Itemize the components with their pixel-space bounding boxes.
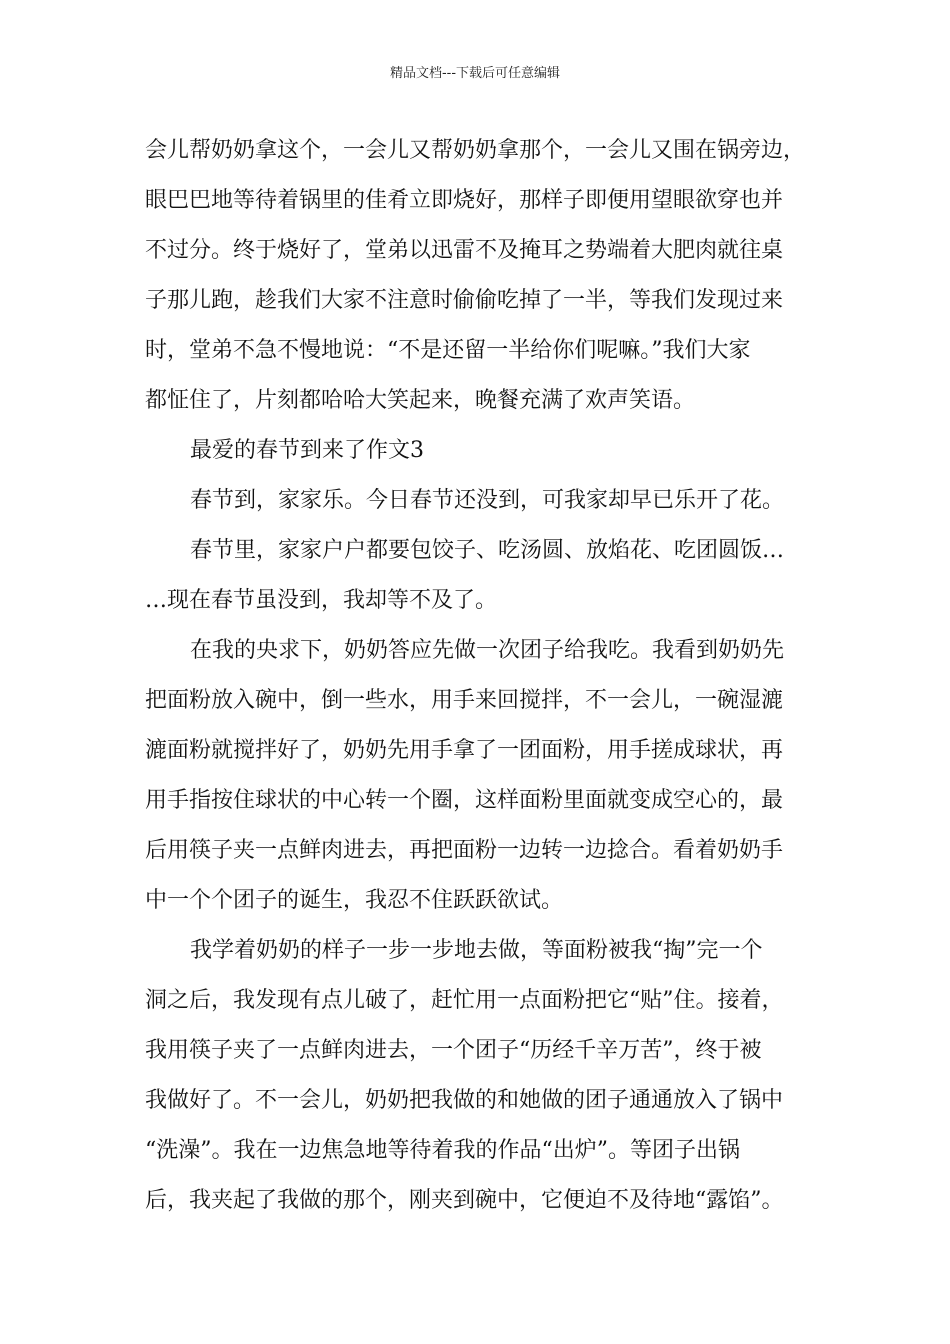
text-line: 眼巴巴地等待着锅里的佳肴立即烧好，那样子即便用望眼欲穿也并 (145, 188, 784, 213)
text-line: 把面粉放入碗中，倒一些水，用手来回搅拌，不一会儿，一碗湿漉 (145, 688, 784, 713)
text-line: 都怔住了，片刻都哈哈大笑起来，晚餐充满了欢声笑语。 (145, 388, 696, 413)
document-body (145, 126, 835, 1226)
text-line: 洞之后，我发现有点儿破了，赶忙用一点面粉把它“贴”住。接着， (145, 988, 784, 1013)
text-line: 中一个个团子的诞生，我忍不住跃跃欲试。 (145, 888, 564, 913)
text-line: 时，堂弟不急不慢地说：“不是还留一半给你们呢嘛。”我们大家 (145, 338, 751, 363)
text-line: “洗澡”。我在一边焦急地等待着我的作品“出炉”。等团子出锅 (145, 1138, 740, 1163)
text-line: 用手指按住球状的中心转一个圈，这样面粉里面就变成空心的，最 (145, 788, 784, 813)
page-header: 精品文档---下载后可任意编辑 (389, 66, 561, 81)
text-line: 不过分。终于烧好了，堂弟以迅雷不及掩耳之势端着大肥肉就往桌 (145, 238, 784, 263)
text-line: 春节里，家家户户都要包饺子、吃汤圆、放焰花、吃团圆饭… (190, 538, 785, 563)
text-line: 我做好了。不一会儿，奶奶把我做的和她做的团子通通放入了锅中 (145, 1088, 784, 1113)
text-line: 我用筷子夹了一点鲜肉进去，一个团子“历经千辛万苦”，终于被 (145, 1038, 762, 1063)
text-line: 在我的央求下，奶奶答应先做一次团子给我吃。我看到奶奶先 (190, 638, 785, 663)
text-line: …现在春节虽没到，我却等不及了。 (145, 588, 498, 613)
section-heading: 最爱的春节到来了作文3 (190, 438, 424, 463)
text-line: 后用筷子夹一点鲜肉进去，再把面粉一边转一边捻合。看着奶奶手 (145, 838, 784, 863)
text-line: 漉面粉就搅拌好了，奶奶先用手拿了一团面粉，用手搓成球状，再 (145, 738, 784, 763)
text-line: 我学着奶奶的样子一步一步地去做，等面粉被我“掏”完一个 (190, 938, 763, 963)
text-line: 春节到，家家乐。今日春节还没到，可我家却早已乐开了花。 (190, 488, 785, 513)
text-line: 子那儿跑，趁我们大家不注意时偷偷吃掉了一半，等我们发现过来 (145, 288, 784, 313)
text-line: 后，我夹起了我做的那个，刚夹到碗中，它便迫不及待地“露馅”。 (145, 1188, 784, 1213)
text-line: 会儿帮奶奶拿这个，一会儿又帮奶奶拿那个，一会儿又围在锅旁边， (145, 138, 806, 163)
